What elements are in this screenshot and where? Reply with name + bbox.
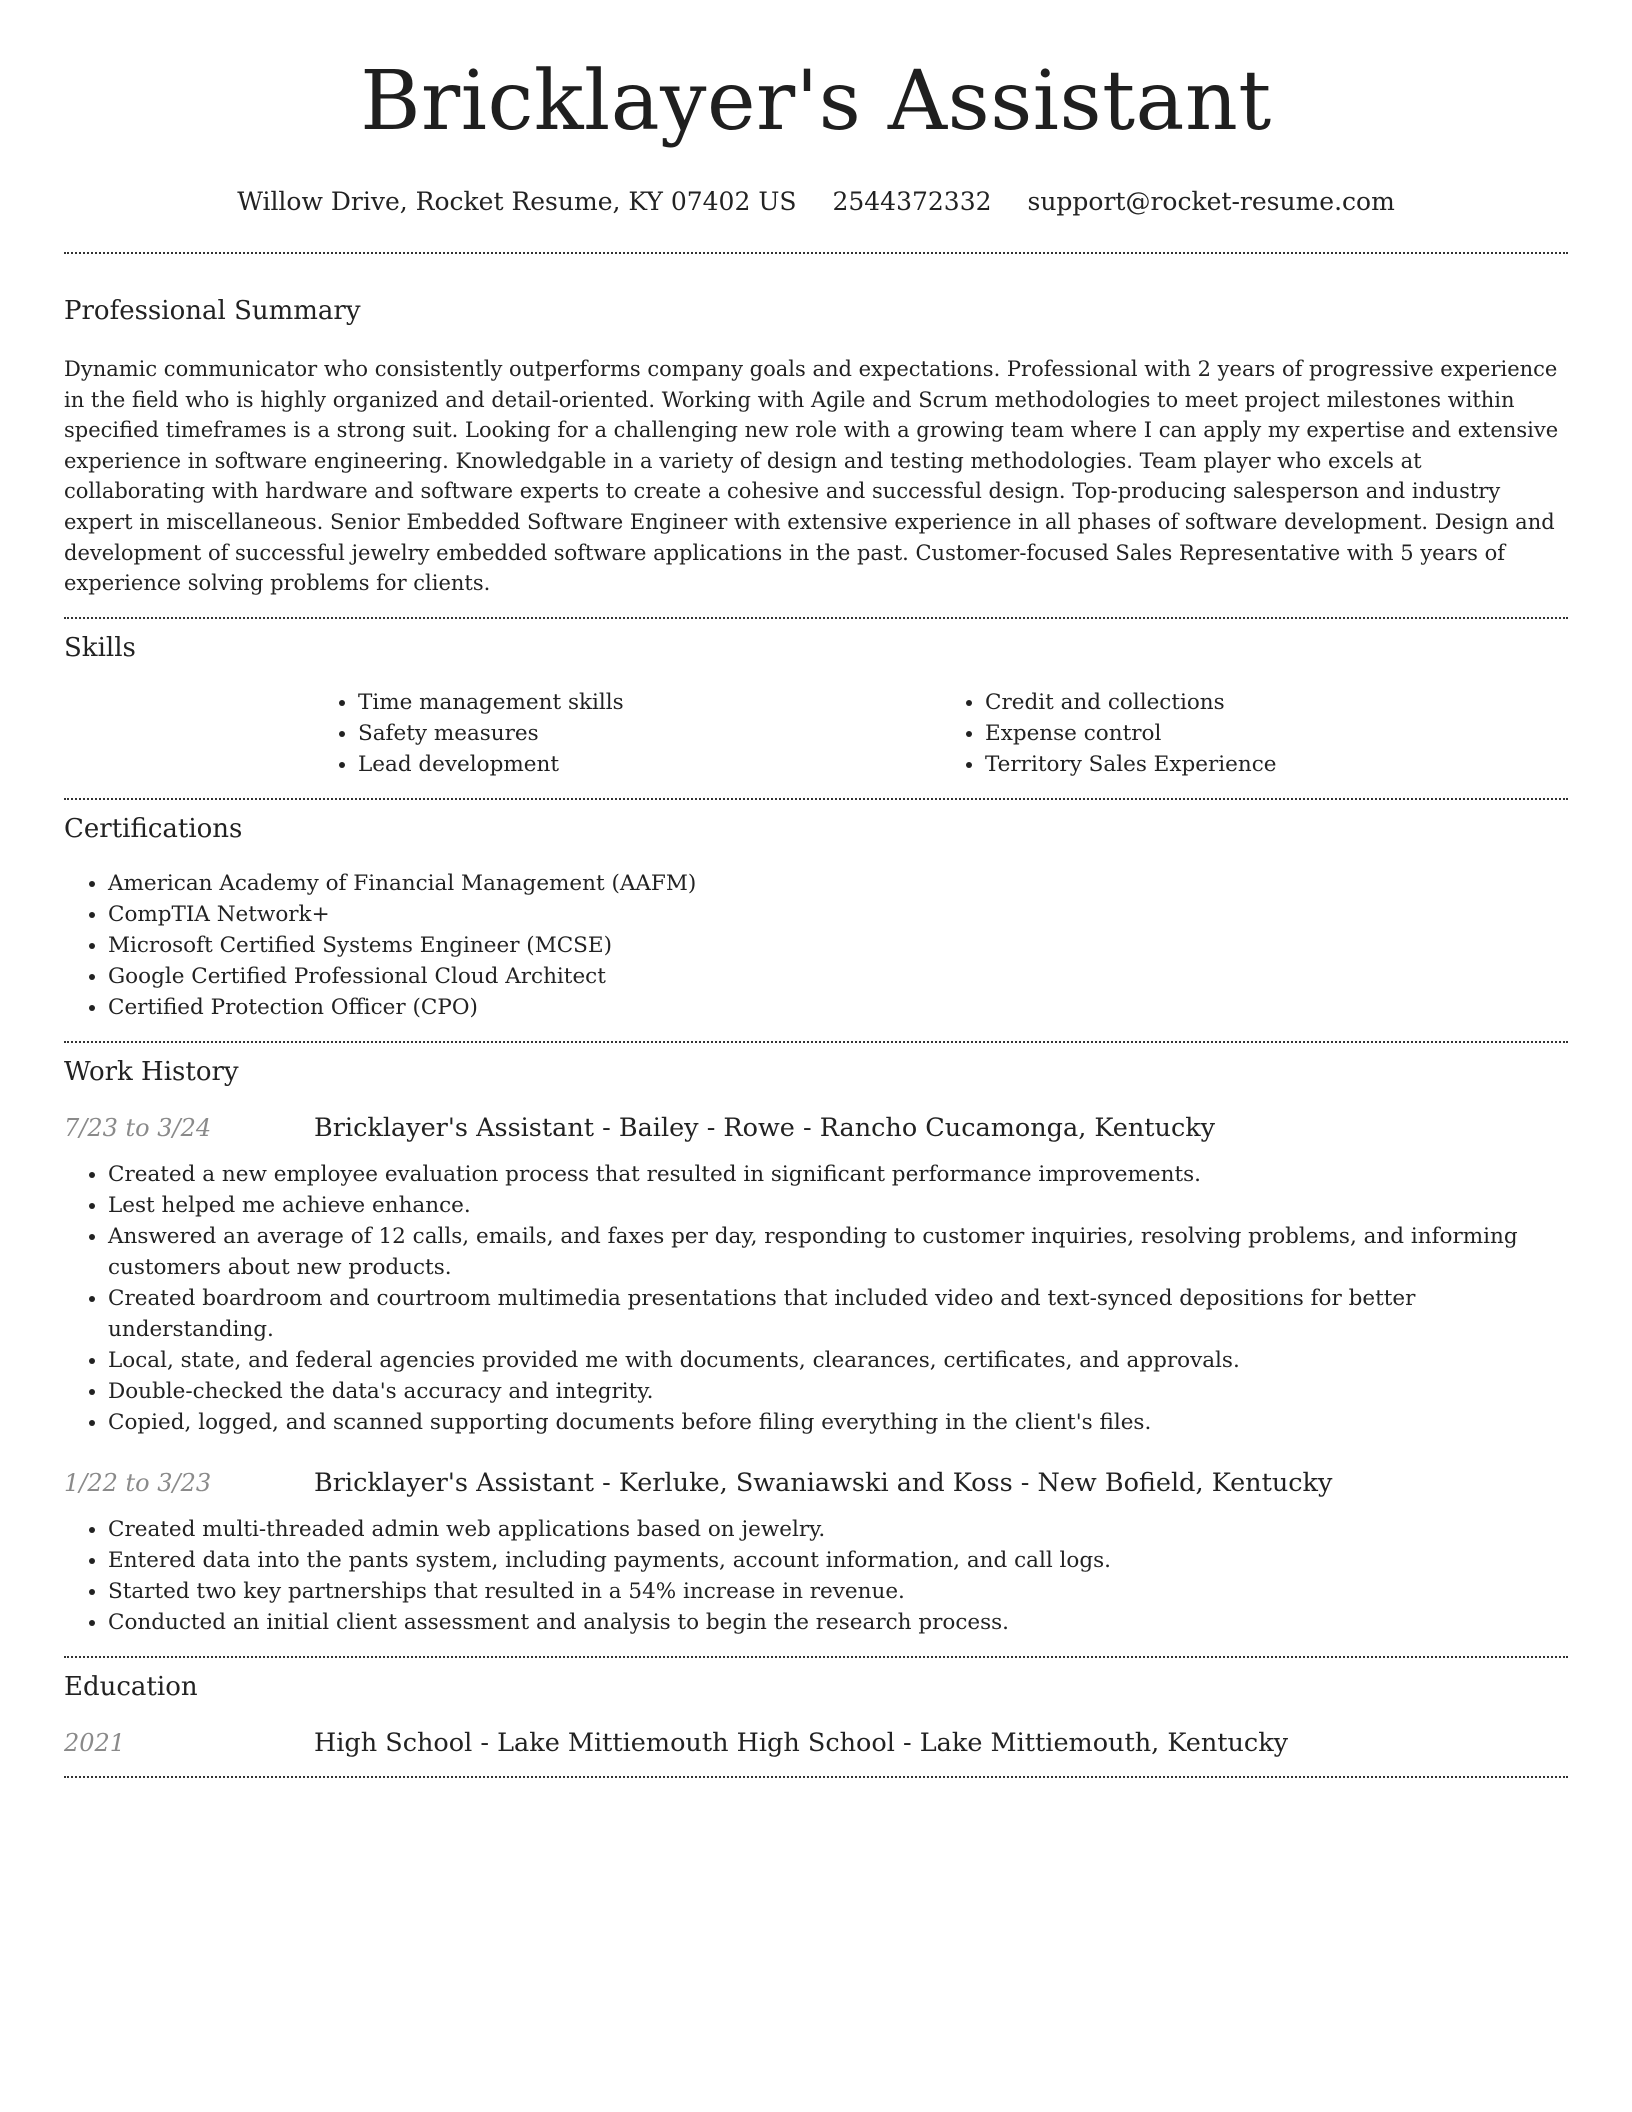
job-date: 7/23 to 3/24 xyxy=(64,1113,212,1142)
certifications-section xyxy=(64,812,1568,1023)
section-title-summary: Professional Summary xyxy=(64,296,361,326)
list-item: • Copied, logged, and scanned supporting documents before filing everything in the client's files. xyxy=(108,1407,1568,1438)
list-item: • Created boardroom and courtroom multimedia presentations that included video and text-synced depositions for better understanding. xyxy=(108,1283,1568,1345)
skills-section xyxy=(64,631,1568,780)
education-title: High School - Lake Mittiemouth High School - Lake Mittiemouth, Kentucky xyxy=(314,1727,1289,1758)
list-item: • Lead development xyxy=(358,749,941,780)
job-bullets xyxy=(64,1159,1568,1438)
list-item: • Started two key partnerships that resulted in a 54% increase in revenue. xyxy=(108,1576,1568,1607)
list-item: • Double-checked the data's accuracy and integrity. xyxy=(108,1376,1568,1407)
job-title: Bricklayer's Assistant - Kerluke, Swaniawski and Koss - New Bofield, Kentucky xyxy=(314,1467,1333,1498)
certifications-list xyxy=(64,868,1568,1023)
education-entry xyxy=(64,1726,1568,1760)
divider xyxy=(64,1656,1568,1658)
education-date: 2021 xyxy=(64,1728,126,1757)
divider xyxy=(64,617,1568,619)
list-item: • Entered data into the pants system, including payments, account information, and call logs. xyxy=(108,1545,1568,1576)
candidate-name: Bricklayer's Assistant xyxy=(360,54,1272,149)
job-header xyxy=(64,1466,1568,1500)
section-title-education: Education xyxy=(64,1671,198,1702)
divider xyxy=(64,798,1568,800)
list-item: • Created multi-threaded admin web applications based on jewelry. xyxy=(108,1514,1568,1545)
list-item: • Local, state, and federal agencies provided me with documents, clearances, certificates, and approvals. xyxy=(108,1345,1568,1376)
list-item: • Time management skills xyxy=(358,687,941,718)
job-header xyxy=(64,1111,1568,1145)
list-item: • Microsoft Certified Systems Engineer (MCSE) xyxy=(108,930,1568,961)
list-item: • Credit and collections xyxy=(985,687,1568,718)
work-section xyxy=(64,1055,1568,1638)
skills-grid xyxy=(314,687,1568,780)
divider xyxy=(64,252,1568,254)
list-item: • Answered an average of 12 calls, emails, and faxes per day, responding to customer inquiries, resolving problems, and informing customers about new products. xyxy=(108,1221,1568,1283)
contact-address: Willow Drive, Rocket Resume, KY 07402 US xyxy=(237,187,797,216)
list-item: • Safety measures xyxy=(358,718,941,749)
list-item: • American Academy of Financial Management (AAFM) xyxy=(108,868,1568,899)
list-item: • CompTIA Network+ xyxy=(108,899,1568,930)
list-item: • Certified Protection Officer (CPO) xyxy=(108,992,1568,1023)
list-item: • Conducted an initial client assessment and analysis to begin the research process. xyxy=(108,1607,1568,1638)
job-date: 1/22 to 3/23 xyxy=(64,1468,212,1497)
list-item: • Created a new employee evaluation process that resulted in significant performance improvements. xyxy=(108,1159,1568,1190)
job-bullets xyxy=(64,1514,1568,1638)
job-entry xyxy=(64,1111,1568,1438)
summary-section xyxy=(64,294,1568,599)
job-entry xyxy=(64,1466,1568,1638)
section-title-work: Work History xyxy=(64,1056,239,1087)
education-section xyxy=(64,1670,1568,1760)
divider xyxy=(64,1776,1568,1778)
list-item: • Google Certified Professional Cloud Architect xyxy=(108,961,1568,992)
summary-text: Dynamic communicator who consistently outperforms company goals and expectations. Professional with 2 years of progressive experience in the field who is highly organized and detail-oriented. Working with Agile and Scrum methodologies to meet project milestones within specified timeframes is a strong suit. Looking for a challenging new role with a growing team where I can apply my expertise and extensive experience in software engineering. Knowledgable in a variety of design and testing methodologies. Team player who excels at collaborating with hardware and software experts to create a cohesive and successful design. Top-producing salesperson and industry expert in miscellaneous. Senior Embedded Software Engineer with extensive experience in all phases of software development. Design and development of successful jewelry embedded software applications in the past. Customer-focused Sales Representative with 5 years of experience solving problems for clients. xyxy=(64,357,1559,596)
contact-phone: 2544372332 xyxy=(832,187,992,216)
section-title-certifications: Certifications xyxy=(64,813,243,844)
list-item: • Lest helped me achieve enhance. xyxy=(108,1190,1568,1221)
list-item: • Territory Sales Experience xyxy=(985,749,1568,780)
contact-line xyxy=(64,186,1568,218)
skills-list-right xyxy=(941,687,1568,780)
skills-list-left xyxy=(314,687,941,780)
job-title: Bricklayer's Assistant - Bailey - Rowe - Rancho Cucamonga, Kentucky xyxy=(314,1112,1216,1143)
contact-email[interactable]: support@rocket-resume.com xyxy=(1027,187,1395,216)
list-item: • Expense control xyxy=(985,718,1568,749)
divider xyxy=(64,1041,1568,1043)
section-title-skills: Skills xyxy=(64,632,136,663)
